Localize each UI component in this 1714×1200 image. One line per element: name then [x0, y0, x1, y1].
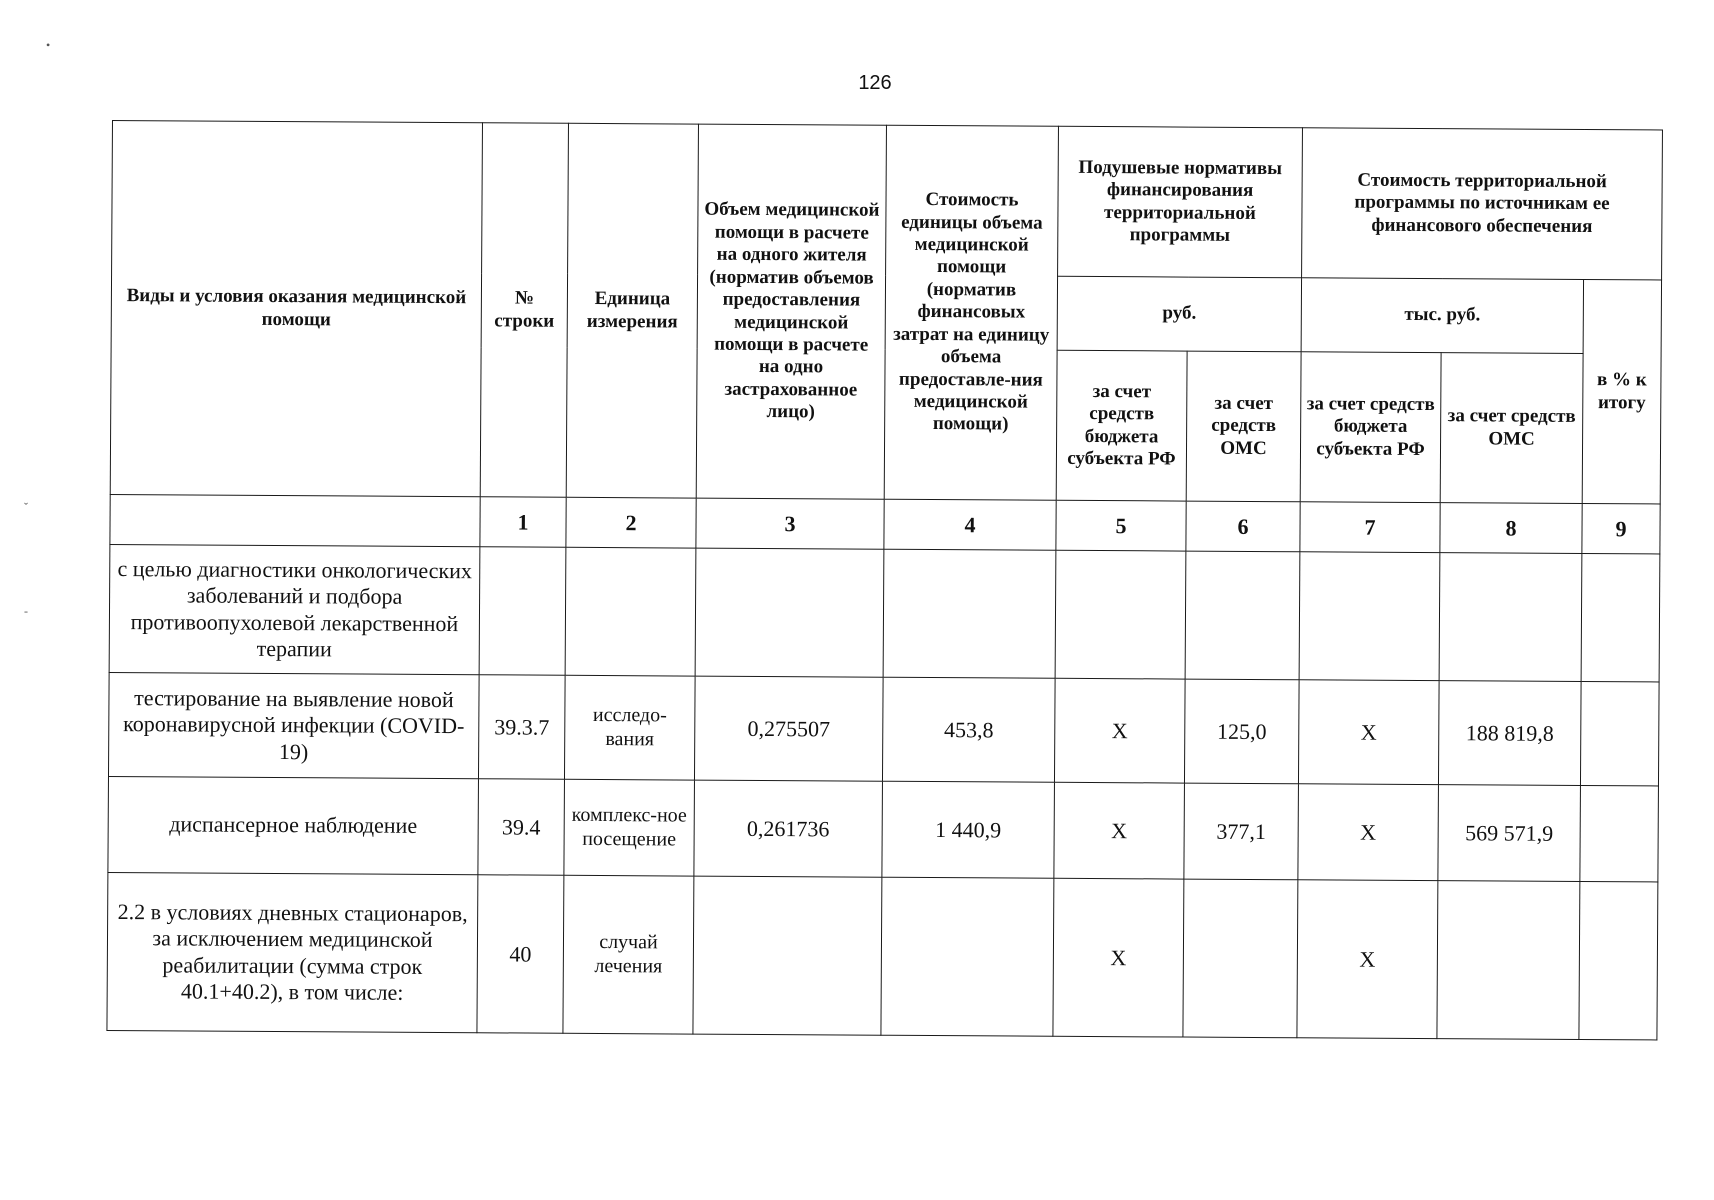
column-number: 4	[884, 499, 1056, 550]
row-cost: 453,8	[882, 677, 1055, 782]
row-unit: комплекс-ное посещение	[564, 779, 695, 876]
row-cost	[881, 877, 1054, 1036]
row-per-capita-oms	[1183, 879, 1298, 1038]
row-program-oms: 188 819,8	[1438, 681, 1581, 786]
column-number: 5	[1056, 500, 1186, 551]
row-per-capita-budget	[1055, 550, 1186, 679]
scan-mark: ˇ	[24, 500, 28, 514]
row-unit: исследо-вания	[564, 675, 695, 780]
row-number: 40	[477, 875, 564, 1034]
scan-mark: •	[46, 38, 51, 52]
row-per-capita-budget: X	[1054, 782, 1185, 879]
row-cost	[883, 549, 1056, 678]
header-unit: Единица измерения	[566, 123, 698, 498]
column-number-blank	[110, 494, 480, 546]
row-volume	[695, 548, 884, 677]
column-number: 6	[1186, 501, 1300, 552]
row-per-capita-budget: X	[1054, 678, 1185, 783]
header-per-capita-group: Подушевые нормативы финансирования территориальной программы	[1058, 126, 1303, 277]
row-program-budget: X	[1298, 680, 1439, 785]
row-per-capita-oms: 377,1	[1184, 783, 1299, 880]
row-percent	[1581, 553, 1660, 681]
row-per-capita-budget: X	[1053, 878, 1184, 1037]
column-number: 3	[696, 498, 884, 549]
header-unit-rub: руб.	[1057, 276, 1301, 351]
row-unit: случай лечения	[563, 875, 694, 1034]
column-number: 8	[1440, 503, 1582, 554]
column-number: 2	[566, 497, 696, 548]
header-percent: в % к итогу	[1582, 279, 1661, 503]
row-per-capita-oms: 125,0	[1184, 679, 1299, 784]
column-number: 1	[480, 497, 566, 548]
row-program-oms	[1439, 553, 1582, 682]
row-percent	[1580, 681, 1659, 785]
row-program-budget: X	[1297, 880, 1438, 1039]
table-row	[109, 544, 1660, 681]
row-name: диспансерное наблюдение	[108, 776, 479, 874]
table-row	[108, 672, 1659, 785]
header-volume: Объем медицинской помощи в расчете на одного жителя (норматив объемов предоставления медицинской помощи в расчете на одно застрахованное лицо)	[696, 124, 886, 499]
row-program-oms	[1437, 881, 1580, 1040]
row-per-capita-oms	[1185, 551, 1300, 680]
table-row	[107, 872, 1658, 1039]
row-volume: 0,261736	[694, 780, 883, 877]
table-row	[108, 776, 1659, 881]
budget-table	[106, 120, 1663, 1040]
header-row-no: № строки	[480, 123, 568, 498]
row-name: тестирование на выявление новой коронавирусной инфекции (COVID-19)	[108, 672, 479, 778]
row-percent	[1580, 785, 1659, 881]
row-cost: 1 440,9	[882, 781, 1055, 878]
row-percent	[1579, 881, 1658, 1039]
header-per-capita-budget: за счет средств бюджета субъекта РФ	[1056, 350, 1187, 501]
header-program-cost-group: Стоимость территориальной программы по источникам ее финансового обеспечения	[1302, 128, 1663, 280]
column-number: 7	[1300, 502, 1440, 553]
row-program-budget	[1299, 552, 1440, 681]
row-number: 39.4	[478, 779, 565, 876]
row-number	[479, 547, 566, 676]
header-cost: Стоимость единицы объема медицинской помощи (норматив финансовых затрат на единицу объема предоставле-ния медицинской помощи)	[884, 125, 1058, 500]
row-volume	[693, 876, 882, 1035]
header-per-capita-oms: за счет средств ОМС	[1186, 351, 1301, 502]
row-number: 39.3.7	[478, 675, 565, 780]
scan-mark: -	[24, 604, 28, 618]
header-type: Виды и условия оказания медицинской помощи	[110, 121, 482, 497]
header-program-budget: за счет средств бюджета субъекта РФ	[1300, 352, 1441, 503]
row-program-oms: 569 571,9	[1438, 785, 1581, 882]
row-name: 2.2 в условиях дневных стационаров, за исключением медицинской реабилитации (сумма строк 40.1+40.2), в том числе:	[107, 872, 478, 1032]
row-volume: 0,275507	[694, 676, 883, 781]
row-program-budget: X	[1298, 784, 1439, 881]
header-unit-thousand-rub: тыс. руб.	[1301, 278, 1583, 354]
page-number: 126	[858, 72, 892, 94]
column-number: 9	[1582, 503, 1660, 553]
row-name: с целью диагностики онкологических заболеваний и подбора противоопухолевой лекарственной терапии	[109, 544, 480, 674]
row-unit	[565, 547, 696, 676]
header-program-oms: за счет средств ОМС	[1440, 353, 1583, 504]
